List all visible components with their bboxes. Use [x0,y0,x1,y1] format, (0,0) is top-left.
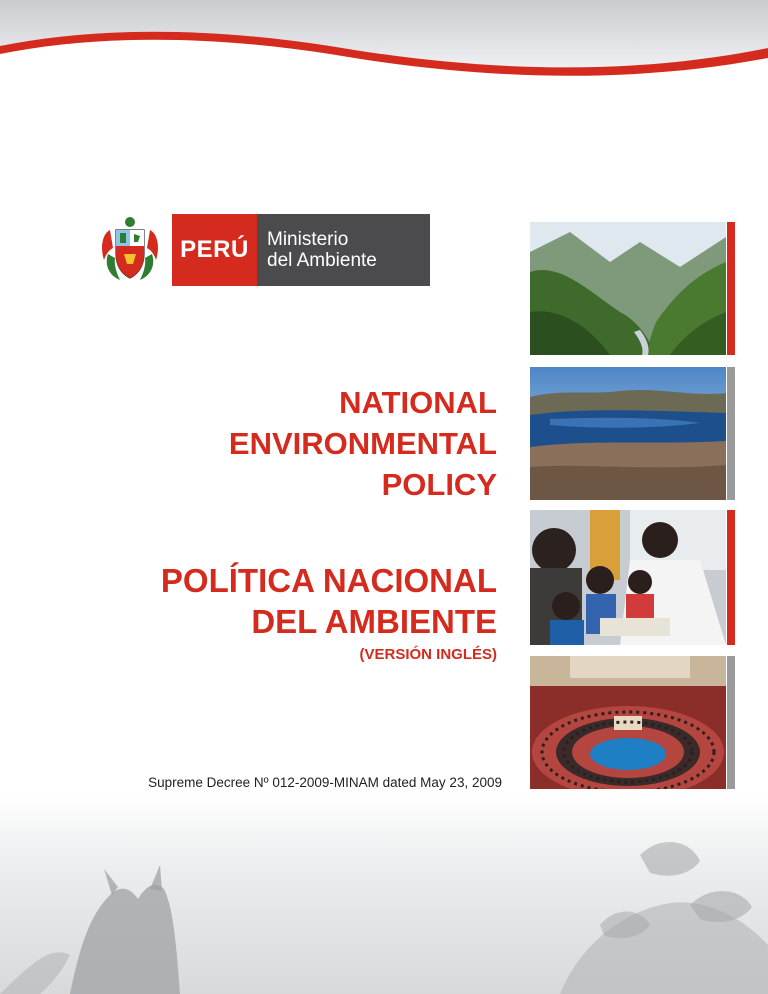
title-en-line-2: ENVIRONMENTAL [228,426,497,461]
photo-forest-valley [530,222,726,355]
ministry-logo [100,214,430,286]
peru-label: PERÚ [172,214,257,286]
accent-bar-gray-1 [727,367,735,500]
title-english [229,382,497,505]
title-spanish [161,560,497,642]
accent-bar-red-1 [727,222,735,355]
decree-text: Supreme Decree Nº 012-2009-MINAM dated May 23, 2009 [148,775,502,790]
top-wave-band [0,0,768,90]
accent-bar-red-2 [727,510,735,645]
ministry-name [257,214,430,286]
version-label: (VERSIÓN INGLÉS) [359,646,497,663]
title-es-line-2: DEL AMBIENTE [251,603,497,640]
accent-bar-gray-2 [727,656,735,789]
photo-children-classroom [530,510,726,645]
photo-mountain-lake [530,367,726,500]
coat-of-arms-icon [100,214,160,286]
title-en-line-3: POLICY [381,467,497,502]
ministry-line-2: del Ambiente [267,250,377,271]
title-en-line-1: NATIONAL [339,385,497,420]
faded-background-image [0,795,768,994]
ministry-line-1: Ministerio [267,229,349,250]
title-es-line-1: POLÍTICA NACIONAL [160,562,497,599]
photo-congress-hall [530,656,726,789]
